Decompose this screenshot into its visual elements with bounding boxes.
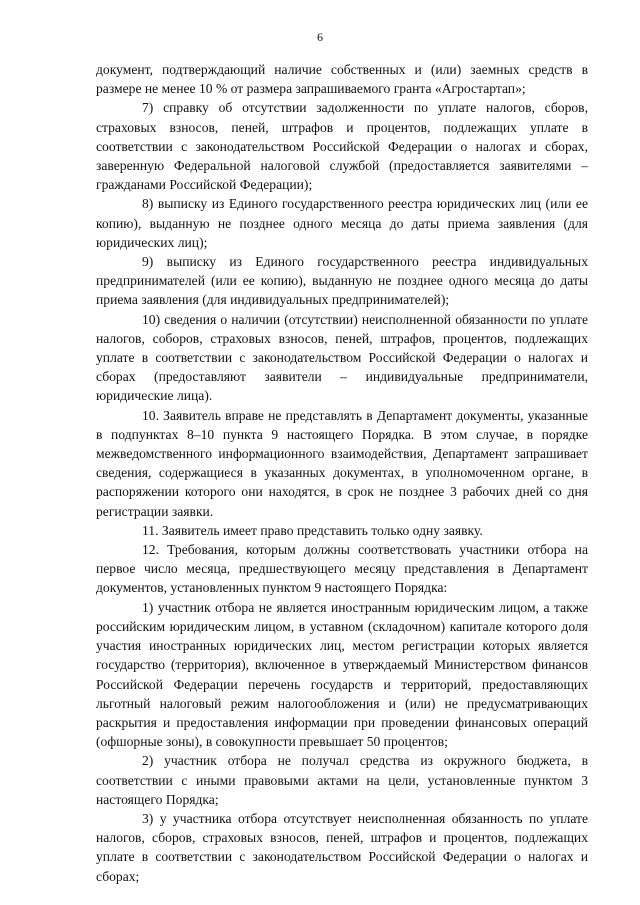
paragraph-requirement-1: 1) участник отбора не является иностранным юридическим лицом, а также российским юридическим лицом, в уставном (складочном) капитале которого доля участия иностранных юридических лиц, местом регистрации которых является государство (территория), включенное в утверждаемый Министерством финансов Российской Федерации перечень государств и территорий, предоставляющих льготный налоговый режим налогообложения и (или) не предусматривающих раскрытия и предоставления информации при проведении финансовых операций (офшорные зоны), в совокупности превышает 50 процентов; <box>96 599 588 750</box>
paragraph-item-9: 9) выписку из Единого государственного реестра индивидуальных предпринимателей (или ее копию), выданную не позднее одного месяца до даты приема заявления (для индивидуальных предпринимателей); <box>96 254 588 308</box>
page-number: 6 <box>317 30 323 44</box>
paragraph-clause-11: 11. Заявитель имеет право представить только одну заявку. <box>142 522 483 538</box>
paragraph-item-8: 8) выписку из Единого государственного реестра юридических лиц (или ее копию), выданную не позднее одного месяца до даты приема заявления (для юридических лиц); <box>96 196 588 250</box>
paragraph-continuation: документ, подтверждающий наличие собственных и (или) заемных средств в размере не менее 10 % от размера запрашиваемого гранта «Агростартап»; <box>96 62 588 97</box>
paragraph-item-7: 7) справку об отсутствии задолженности по уплате налогов, сборов, страховых взносов, пеней, штрафов и процентов, подлежащих уплате в соответствии с законодательством Российской Федерации о налогах и сборах, заверенную Федеральной налоговой службой (предоставляется заявителями – гражданами Российской Федерации); <box>96 100 588 193</box>
paragraph-clause-12: 12. Требования, которым должны соответствовать участники отбора на первое число месяца, предшествующего месяцу представления в Департамент документов, установленных пунктом 9 настоящего Порядка: <box>96 542 588 596</box>
paragraph-clause-10: 10. Заявитель вправе не представлять в Департамент документы, указанные в подпунктах 8–10 пункта 9 настоящего Порядка. В этом случае, в порядке межведомственного информационного взаимодействия, Департамент запрашивает сведения, содержащиеся в указанных документах, в уполномоченном органе, в распоряжении которого они находятся, в срок не позднее 3 рабочих дней со дня регистрации заявки. <box>96 407 588 519</box>
paragraph-requirement-2: 2) участник отбора не получал средства из окружного бюджета, в соответствии с иными правовыми актами на цели, установленные пунктом 3 настоящего Порядка; <box>96 753 588 807</box>
paragraph-item-10: 10) сведения о наличии (отсутствии) неисполненной обязанности по уплате налогов, соборов, страховых взносов, пеней, штрафов, процентов, подлежащих уплате в соответствии с законодательством Российской Федерации о налогах и сборах (предоставляют заявители – индивидуальные предприниматели, юридические лица). <box>96 311 588 404</box>
document-body <box>96 60 588 886</box>
paragraph-requirement-3: 3) у участника отбора отсутствует неисполненная обязанность по уплате налогов, сборов, страховых взносов, пеней, штрафов и процентов, подлежащих уплате в соответствии с законодательством Российской Федерации о налогах и сборах; <box>96 810 588 884</box>
